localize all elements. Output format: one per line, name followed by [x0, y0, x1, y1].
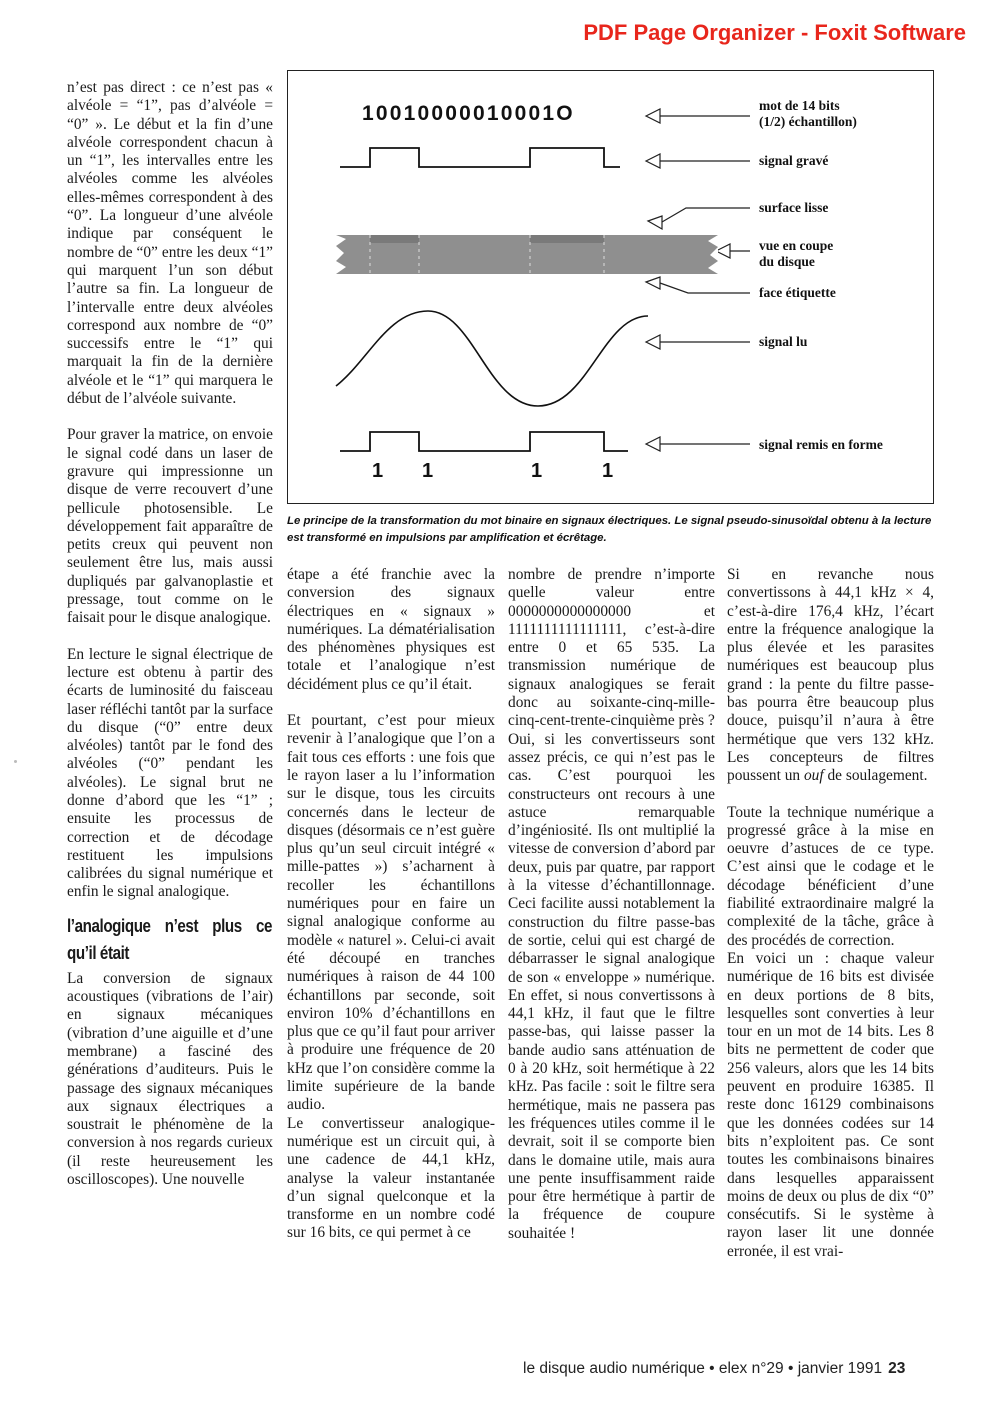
label-remis: signal remis en forme	[759, 437, 883, 452]
page-footer	[523, 1360, 905, 1378]
label-lisse: surface lisse	[759, 200, 829, 215]
paragraph: En lecture le signal électrique de lecture est obtenu à partir des écarts de luminosité du faisceau laser réfléchi tantôt par la surface du disque (“0” entre deux alvéoles) tantôt par le fond des alvéoles (“0” pendant les alvéoles). Le signal brut ne donne d’abord que les “1” ; ensuite les processus de correction et de décodage restituent les impulsions calibrées du signal numérique et enfin le signal analogique.	[67, 645, 273, 901]
paragraph: Oui, si les convertisseurs sont assez précis, ce qui n’est pas le cas. C’est pourquoi les constructeurs ont recours à une astuce remarquable d’ingéniosité. Ils ont multiplié la vitesse de conversion d’abord par deux, puis par quatre, par rapport à la vitesse d’échantillonnage. Ceci facilite aussi notablement la construction du filtre passe-bas de sortie, celui qui est chargé de débarrasser le signal analogique de son « enveloppe » numérique. En effet, si nous convertissons à 44,1 kHz, il faut que le filtre passe-bas, qui laisse passer la bande audio sans atténuation de 0 à 20 kHz, soit hermétique à 22 kHz. Pas facile : soit le filtre sera hermétique, mais ne passera pas les fréquences utiles comme il le devrait, soit il se comporte bien dans le domaine utile, mais aura une pente insuffisamment raide pour être hermétique à partir de la fréquence de coupure souhaitée !	[508, 730, 715, 1242]
paragraph-text: de soulagement.	[823, 767, 928, 785]
label-coupe2: du disque	[759, 254, 815, 269]
paragraph: Et pourtant, c’est pour mieux revenir à l’analogique que l’on a fait tous ces efforts : une fois que le rayon laser a lu l’information sur le disque, tous les circuits concernés dans le lecteur de disques (désormais ce n’est guère plus qu’un seul circuit intégré « mille-pattes ») s’acharnent à recoller les échantillons numériques pour en faire un signal analogique conforme au modèle « naturel ». Celui-ci avait été découpé en tranches numériques à raison de 44 100 échantillons par seconde, soit environ 10% d’échantillons en plus que ce qu’il faut pour arriver à produire une fréquence de 20 kHz que l’on considère comme la limite supérieure de la bande audio.	[287, 712, 495, 1114]
label-grave: signal gravé	[759, 153, 829, 168]
paragraph: Le convertisseur analogique-numérique est un circuit qui, à une cadence de 44,1 kHz, analyse la valeur instantanée d’un signal quelconque et la transforme en un nombre codé sur 16 bits, ce qui permet à ce	[287, 1114, 495, 1242]
label-lu: signal lu	[759, 334, 808, 349]
column-3	[508, 566, 715, 1243]
paragraph: étape a été franchie avec la conversion des signaux électriques en « signaux » numériques. La dématérialisation des phénomènes physiques est totale et l’analogique n’est décidément plus ce qu’il était.	[287, 566, 495, 693]
bit-label: 1	[422, 460, 434, 482]
footer-text: le disque audio numérique • elex n°29 • janvier 1991	[523, 1360, 883, 1377]
label-etiquette: face étiquette	[759, 285, 836, 300]
column-1	[67, 79, 273, 1189]
paragraph: Pour graver la matrice, on envoie le signal codé dans un laser de gravure qui impressionne un disque de verre recouvert d’une pellicule photosensible. Le développement fait apparaître de petits creux qui peuvent non seulement être lus, mais aussi dupliqués par galvanoplastie et pressage, tout comme on le faisait pour le disque analogique.	[67, 426, 273, 627]
bit-label: 1	[372, 460, 384, 482]
paragraph: En voici un : chaque valeur numérique de 16 bits est divisée en deux portions de 8 bits, lesquelles sont converties à leur tour en un mot de 14 bits. Les 8 bits ne permettent de coder que 256 valeurs, alors que les 14 bits peuvent en produire 16385. Il reste donc 16129 combinaisons que les données codées sur 14 bits n’exploitent pas. Ce sont toutes les combinaisons binaires dans lesquelles apparaissent moins de deux ou plus de dix “0” consécutifs. Si le système à rayon laser lit une donnée erronée, il est vrai-	[727, 949, 934, 1260]
label-coupe: vue en coupe	[759, 238, 834, 253]
section-heading: l’analogique n’est plus ce qu’il était	[67, 914, 272, 963]
paragraph: Toute la technique numérique a progressé grâce à la mise en oeuvre d’astuces de ce type. C’est ainsi que le codage et le décodage bénéficient d’une fiabilité extraordinaire malgré la complexité de la tâche, grâce à des procédés de correction.	[727, 803, 934, 949]
paragraph: nombre de prendre n’importe quelle valeur entre 0000000000000000 et 1111111111111111, c’est-à-dire entre 0 et 65 535. La transmission numérique de signaux analogiques se ferait donc au soixante-cinq-mille-cinq-cent-trente-cinquième près ?	[508, 566, 715, 730]
page-number: 23	[888, 1360, 906, 1377]
paragraph: La conversion de signaux acoustiques (vibrations de l’air) en signaux mécaniques (vibration d’une aiguille et d’une membrane) a fasciné des générations d’auditeurs. Puis le passage des signaux mécaniques aux signaux électriques a soustrait le phénomène de la conversion à nos regards curieux (il reste heureusement les oscilloscopes). Une nouvelle	[67, 969, 273, 1189]
column-4	[727, 566, 934, 1261]
scan-mark	[14, 760, 17, 763]
bit-label: 1	[602, 460, 614, 482]
paragraph-text: Si en revanche nous convertissons à 44,1 kHz × 4, c’est-à-dire 176,4 kHz, l’écart entre la fréquence analogique la plus élevée et les parasites numériques est beaucoup plus grand : la pente du filtre passe-bas pourra être beaucoup plus douce, puisqu’il n’aura à être hermétique que vers 132 kHz. Les concepteurs de filtres poussent un	[727, 566, 934, 785]
emphasis: ouf	[803, 767, 824, 785]
binary-word: 10010000010001O	[362, 102, 575, 125]
label-mot: mot de 14 bits	[759, 98, 840, 113]
diagram-figure	[287, 70, 934, 504]
label-mot2: (1/2) échantillon)	[759, 114, 857, 129]
paragraph	[727, 566, 934, 786]
figure-caption: Le principe de la transformation du mot binaire en signaux électriques. Le signal pseudo-sinusoïdal obtenu à la lecture est transformé en impulsions par amplification et écrêtage.	[287, 515, 932, 544]
bit-label: 1	[531, 460, 543, 482]
paragraph: n’est pas direct : ce n’est pas « alvéole = “1”, pas d’alvéole = “0” ». Le début et la fin d’une alvéole correspondent chacun à un “1”, les intervalles entre les alvéoles comme les alvéoles elles-mêmes correspondent à des “0”. La longueur d’une alvéole indique par conséquent le nombre de “0” entre les deux “1” qui marquent l’un son début l’autre sa fin. La longueur de l’intervalle entre deux alvéoles correspond aux nombre de “0” successifs entre le “1” qui marquait la fin de la dernière alvéole et le “1” qui marquera le début de l’alvéole suivante.	[67, 79, 273, 408]
column-2	[287, 566, 495, 1243]
watermark: PDF Page Organizer - Foxit Software	[583, 20, 966, 45]
